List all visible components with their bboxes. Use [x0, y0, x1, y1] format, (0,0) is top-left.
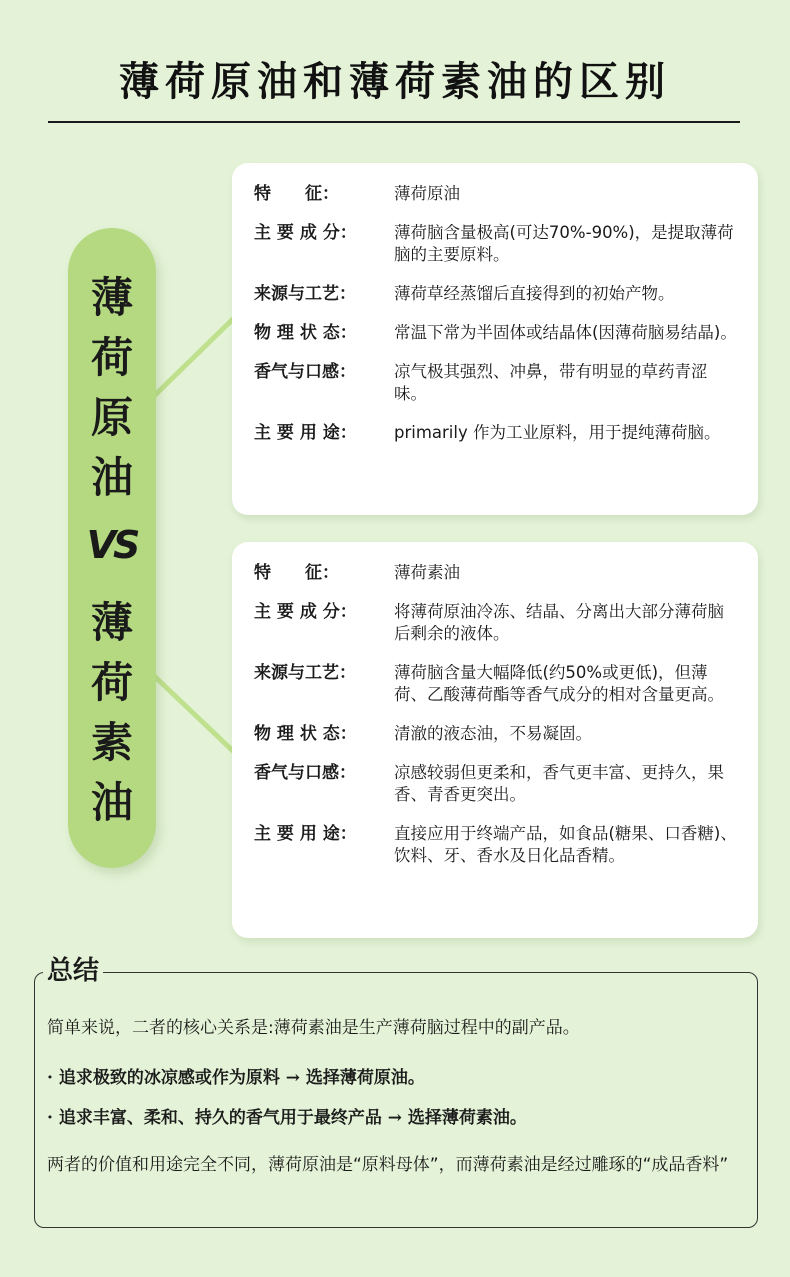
connector-to-refined-card [150, 672, 234, 752]
pill-char: 荷 [90, 333, 133, 382]
summary-bullet: · 追求极致的冰凉感或作为原料 → 选择薄荷原油。 [47, 1068, 425, 1088]
vs-label: VS [86, 523, 138, 567]
row-value: 直接应用于终端产品，如食品(糖果、口香糖)、饮料、牙、香水及日化品香精。 [394, 824, 737, 865]
row-label: 特 征： [254, 184, 339, 204]
main-components-row [254, 222, 738, 266]
summary-box [34, 956, 758, 1228]
main-uses-row [254, 422, 738, 444]
pill-char: 油 [90, 453, 133, 502]
summary-closing: 两者的价值和用途完全不同，薄荷原油是“原料母体”，而薄荷素油是经过雕琢的“成品香料” [47, 1155, 729, 1175]
feature-row [254, 562, 738, 584]
connector-to-crude-card [150, 318, 234, 400]
source-process-row [254, 662, 738, 706]
row-value: 薄荷脑含量极高(可达70%-90%)，是提取薄荷脑的主要原料。 [394, 223, 734, 264]
pill-label-crude-oil [68, 268, 156, 508]
pill-char: 原 [90, 393, 133, 442]
row-value: 薄荷素油 [394, 563, 460, 582]
row-value: 将薄荷原油冷冻、结晶、分离出大部分薄荷脑后剩余的液体。 [394, 602, 724, 643]
row-value: 常温下常为半固体或结晶体(因薄荷脑易结晶)。 [394, 323, 737, 342]
pill-char: 薄 [90, 273, 133, 322]
row-label: 主 要 成 分： [254, 602, 357, 622]
physical-state-row [254, 723, 738, 745]
page-title: 薄荷原油和薄荷素油的区别 [119, 58, 671, 105]
row-label: 物 理 状 态： [254, 323, 357, 343]
comparison-pill [68, 228, 156, 868]
row-label: 香气与口感： [254, 362, 356, 382]
row-value: 清澈的液态油，不易凝固。 [394, 724, 592, 743]
row-label: 来源与工艺： [254, 663, 356, 683]
row-value: 薄荷原油 [394, 184, 460, 203]
row-value: 薄荷草经蒸馏后直接得到的初始产物。 [394, 284, 675, 303]
summary-bullet: · 追求丰富、柔和、持久的香气用于最终产品 → 选择薄荷素油。 [47, 1108, 527, 1128]
row-value: primarily 作为工业原料，用于提纯薄荷脑。 [394, 423, 721, 442]
pill-char: 素 [90, 718, 133, 767]
row-label: 特 征： [254, 563, 339, 583]
pill-char: 薄 [90, 598, 133, 647]
refined-oil-card [232, 542, 758, 938]
aroma-taste-row [254, 762, 738, 806]
aroma-taste-row [254, 361, 738, 405]
summary-title: 总结 [43, 955, 103, 987]
row-label: 来源与工艺： [254, 284, 356, 304]
pill-label-refined-oil [68, 593, 156, 833]
row-value: 凉感较弱但更柔和，香气更丰富、更持久，果香、青香更突出。 [394, 763, 724, 804]
row-label: 物 理 状 态： [254, 724, 357, 744]
physical-state-row [254, 322, 738, 344]
summary-intro: 简单来说，二者的核心关系是:薄荷素油是生产薄荷脑过程中的副产品。 [47, 1018, 580, 1038]
row-label: 主 要 成 分： [254, 223, 357, 243]
row-label: 主 要 用 途： [254, 824, 357, 844]
row-label: 香气与口感： [254, 763, 356, 783]
main-components-row [254, 601, 738, 645]
row-value: 薄荷脑含量大幅降低(约50%或更低)，但薄荷、乙酸薄荷酯等香气成分的相对含量更高。 [394, 663, 724, 704]
crude-oil-card [232, 163, 758, 515]
pill-char: 荷 [90, 658, 133, 707]
source-process-row [254, 283, 738, 305]
row-value: 凉气极其强烈、冲鼻，带有明显的草药青涩味。 [394, 362, 708, 403]
row-label: 主 要 用 途： [254, 423, 357, 443]
feature-row [254, 183, 738, 205]
pill-char: 油 [90, 778, 133, 827]
main-uses-row [254, 823, 738, 867]
